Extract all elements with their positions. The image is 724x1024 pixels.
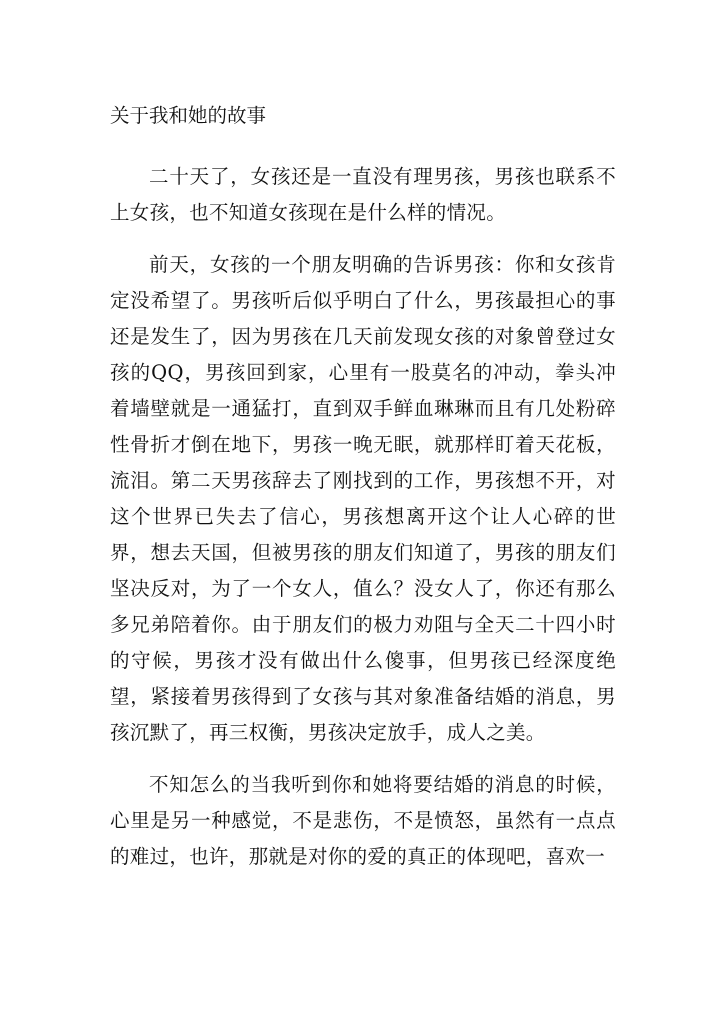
- paragraph-2: 前天，女孩的一个朋友明确的告诉男孩：你和女孩肯定没希望了。男孩听后似乎明白了什么，男孩最担心的事还是发生了，因为男孩在几天前发现女孩的对象曾登过女孩的QQ，男孩回到家，心里有一股莫名的冲动，拳头冲着墙壁就是一通猛打，直到双手鲜血琳琳而且有几处粉碎性骨折才倒在地下，男孩一晚无眠，就那样盯着天花板，流泪。第二天男孩辞去了刚找到的工作，男孩想不开，对这个世界已失去了信心，男孩想离开这个让人心碎的世界，想去天国，但被男孩的朋友们知道了，男孩的朋友们坚决反对，为了一个女人，值么？没女人了，你还有那么多兄弟陪着你。由于朋友们的极力劝阻与全天二十四小时的守候，男孩才没有做出什么傻事，但男孩已经深度绝望，紧接着男孩得到了女孩与其对象准备结婚的消息，男孩沉默了，再三权衡，男孩决定放手，成人之美。: [110, 253, 616, 744]
- paragraph-1: 二十天了，女孩还是一直没有理男孩，男孩也联系不上女孩，也不知道女孩现在是什么样的情况。: [110, 165, 616, 224]
- document-title: 关于我和她的故事: [110, 104, 267, 127]
- paragraph-3: 不知怎么的当我听到你和她将要结婚的消息的时候，心里是另一种感觉，不是悲伤，不是愤怒，虽然有一点点的难过，也许，那就是对你的爱的真正的体现吧，喜欢一: [110, 773, 616, 868]
- document-page: [110, 98, 616, 891]
